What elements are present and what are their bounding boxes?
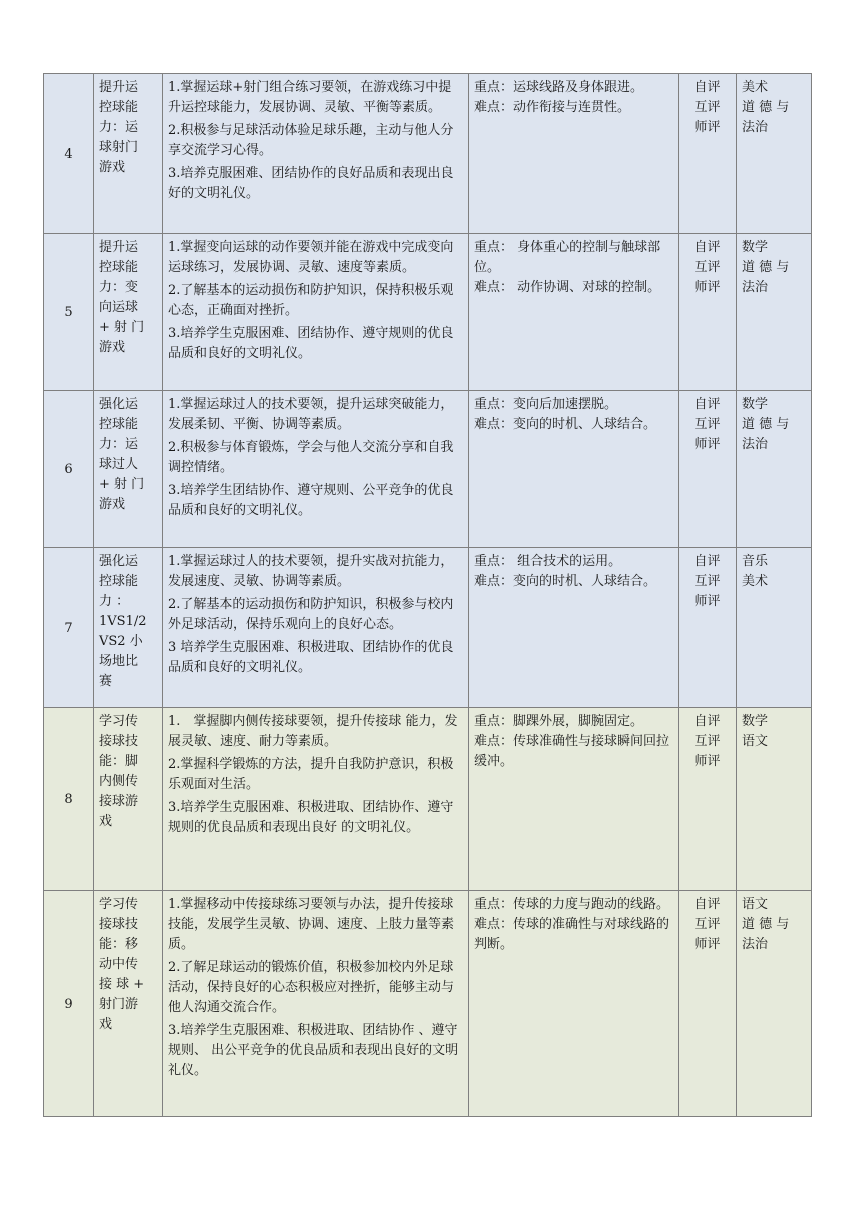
lesson-goals-line: 2.掌握科学锻炼的方法，提升自我防护意识，积极乐观面对生活。 xyxy=(168,757,454,792)
evaluation-method-line: 师评 xyxy=(694,280,721,295)
lesson-topic-line: 接 球 + xyxy=(99,977,145,992)
lesson-focus-line: 难点：变向的时机、人球结合。 xyxy=(474,417,657,432)
evaluation-method xyxy=(679,234,737,391)
lesson-focus-line: 难点：传球的准确性与对球线路的判断。 xyxy=(474,917,670,952)
evaluation-method-line: 自评 xyxy=(694,80,721,95)
lesson-topic xyxy=(94,891,163,1117)
related-subjects-line: 道 德 与 xyxy=(742,260,790,275)
lesson-topic-line: 球过人 xyxy=(99,457,139,472)
lesson-topic-line: 游戏 xyxy=(99,340,126,355)
lesson-topic-line: 力：运 xyxy=(99,120,139,135)
table-row xyxy=(44,708,812,891)
evaluation-method-line: 自评 xyxy=(694,897,721,912)
lesson-goals-line: 2.积极参与体育锻炼，学会与他人交流分享和自我调控情绪。 xyxy=(168,440,454,475)
evaluation-method xyxy=(679,708,737,891)
lesson-goals-line: 1.掌握运球过人的技术要领，提升实战对抗能力，发展速度、灵敏、协调等素质。 xyxy=(168,554,454,589)
lesson-focus-line: 难点：传球准确性与接球瞬间回拉缓冲。 xyxy=(474,734,670,769)
lesson-topic-line: 接球技 xyxy=(99,917,139,932)
lesson-topic-line: 学习传 xyxy=(99,897,139,912)
related-subjects xyxy=(737,391,812,548)
related-subjects-line: 法治 xyxy=(742,437,769,452)
lesson-number: 8 xyxy=(44,708,94,891)
lesson-topic xyxy=(94,391,163,548)
lesson-focus xyxy=(469,74,679,234)
evaluation-method xyxy=(679,391,737,548)
lesson-topic-line: 接球游 xyxy=(99,794,139,809)
lesson-topic-line: 场地比 xyxy=(99,654,139,669)
lesson-goals-line: 2.积极参与足球活动体验足球乐趣，主动与他人分享交流学习心得。 xyxy=(168,123,454,158)
lesson-number: 7 xyxy=(44,548,94,708)
lesson-topic-line: 内侧传 xyxy=(99,774,139,789)
lesson-goals xyxy=(163,708,469,891)
lesson-number: 6 xyxy=(44,391,94,548)
lesson-topic xyxy=(94,708,163,891)
lesson-number: 4 xyxy=(44,74,94,234)
lesson-goals-line: 1.掌握运球过人的技术要领，提升运球突破能力，发展柔韧、平衡、协调等素质。 xyxy=(168,397,454,432)
lesson-topic-line: 1VS1/2 xyxy=(99,614,147,629)
table-row xyxy=(44,234,812,391)
related-subjects-line: 道 德 与 xyxy=(742,100,790,115)
table-row xyxy=(44,74,812,234)
lesson-topic-line: 向运球 xyxy=(99,300,139,315)
evaluation-method-line: 互评 xyxy=(694,734,721,749)
lesson-focus xyxy=(469,891,679,1117)
lesson-topic-line: + 射 门 xyxy=(99,320,145,335)
evaluation-method xyxy=(679,74,737,234)
related-subjects-line: 音乐 xyxy=(742,554,769,569)
related-subjects-line: 道 德 与 xyxy=(742,417,790,432)
lesson-goals-line: 3.培养学生克服困难、积极进取、团结协作、遵守规则的优良品质和表现出良好 的文明礼仪。 xyxy=(168,800,454,835)
lesson-focus xyxy=(469,234,679,391)
evaluation-method-line: 自评 xyxy=(694,714,721,729)
lesson-topic-line: 控球能 xyxy=(99,574,139,589)
related-subjects-line: 数学 xyxy=(742,240,769,255)
lesson-goals xyxy=(163,391,469,548)
lesson-topic-line: 戏 xyxy=(99,814,113,829)
lesson-goals-line: 1.掌握变向运球的动作要领并能在游戏中完成变向运球练习，发展协调、灵敏、速度等素质。 xyxy=(168,240,454,275)
evaluation-method-line: 师评 xyxy=(694,594,721,609)
lesson-goals-line: 1.掌握移动中传接球练习要领与办法，提升传接球技能，发展学生灵敏、协调、速度、上肢力量等素质。 xyxy=(168,897,455,952)
lesson-topic xyxy=(94,74,163,234)
lesson-topic-line: 力 ： xyxy=(99,594,130,609)
lesson-focus-line: 难点： 动作协调、对球的控制。 xyxy=(474,280,661,295)
evaluation-method-line: 自评 xyxy=(694,397,721,412)
lesson-topic-line: 戏 xyxy=(99,1017,113,1032)
related-subjects-line: 法治 xyxy=(742,280,769,295)
lesson-goals xyxy=(163,548,469,708)
table-row xyxy=(44,391,812,548)
evaluation-method xyxy=(679,548,737,708)
related-subjects-line: 美术 xyxy=(742,80,769,95)
lesson-topic-line: 强化运 xyxy=(99,397,139,412)
related-subjects-line: 语文 xyxy=(742,734,769,749)
lesson-topic-line: 力：变 xyxy=(99,280,139,295)
evaluation-method-line: 互评 xyxy=(694,260,721,275)
lesson-topic-line: 游戏 xyxy=(99,497,126,512)
lesson-topic-line: VS2 小 xyxy=(99,634,143,649)
lesson-topic-line: 控球能 xyxy=(99,417,139,432)
evaluation-method-line: 师评 xyxy=(694,754,721,769)
evaluation-method-line: 师评 xyxy=(694,937,721,952)
lesson-plan-table xyxy=(43,73,812,1117)
lesson-goals-line: 1. 掌握脚内侧传接球要领，提升传接球 能力，发展灵敏、速度、耐力等素质。 xyxy=(168,714,458,749)
lesson-focus-line: 重点：变向后加速摆脱。 xyxy=(474,397,618,412)
lesson-goals-line: 2.了解足球运动的锻炼价值，积极参加校内外足球活动，保持良好的心态积极应对挫折，能够主动与他人沟通交流合作。 xyxy=(168,960,455,1015)
lesson-number: 9 xyxy=(44,891,94,1117)
lesson-focus-line: 重点：运球线路及身体跟进。 xyxy=(474,80,644,95)
lesson-focus-line: 重点：传球的力度与跑动的线路。 xyxy=(474,897,670,912)
related-subjects-line: 数学 xyxy=(742,714,769,729)
related-subjects-line: 语文 xyxy=(742,897,769,912)
evaluation-method-line: 互评 xyxy=(694,574,721,589)
lesson-goals-line: 3.培养学生克服困难、团结协作、遵守规则的优良品质和良好的文明礼仪。 xyxy=(168,326,454,361)
lesson-topic-line: 能：移 xyxy=(99,937,139,952)
evaluation-method-line: 师评 xyxy=(694,120,721,135)
lesson-topic-line: 赛 xyxy=(99,674,113,689)
lesson-focus-line: 重点： 组合技术的运用。 xyxy=(474,554,622,569)
lesson-topic-line: 能：脚 xyxy=(99,754,139,769)
related-subjects xyxy=(737,234,812,391)
lesson-topic-line: 控球能 xyxy=(99,260,139,275)
evaluation-method-line: 自评 xyxy=(694,554,721,569)
related-subjects-line: 道 德 与 xyxy=(742,917,790,932)
lesson-topic xyxy=(94,548,163,708)
lesson-topic-line: 提升运 xyxy=(99,240,139,255)
lesson-topic-line: 力：运 xyxy=(99,437,139,452)
lesson-focus-line: 重点：脚踝外展，脚腕固定。 xyxy=(474,714,644,729)
lesson-goals-line: 3 培养学生克服困难、积极进取、团结协作的优良品质和良好的文明礼仪。 xyxy=(168,640,454,675)
lesson-goals-line: 3.培养学生克服困难、积极进取、团结协作 、遵守规则、 出公平竞争的优良品质和表现出良好的文明礼仪。 xyxy=(168,1023,459,1078)
related-subjects xyxy=(737,891,812,1117)
evaluation-method-line: 互评 xyxy=(694,917,721,932)
lesson-focus-line: 难点：变向的时机、人球结合。 xyxy=(474,574,657,589)
lesson-topic-line: 游戏 xyxy=(99,160,126,175)
lesson-topic-line: + 射 门 xyxy=(99,477,145,492)
lesson-goals-line: 1.掌握运球+射门组合练习要领，在游戏练习中提升运控球能力，发展协调、灵敏、平衡等素质。 xyxy=(168,80,452,115)
lesson-topic-line: 控球能 xyxy=(99,100,139,115)
lesson-topic-line: 提升运 xyxy=(99,80,139,95)
lesson-topic-line: 接球技 xyxy=(99,734,139,749)
lesson-focus xyxy=(469,548,679,708)
evaluation-method-line: 师评 xyxy=(694,437,721,452)
lesson-focus xyxy=(469,708,679,891)
related-subjects-line: 法治 xyxy=(742,120,769,135)
evaluation-method-line: 自评 xyxy=(694,240,721,255)
related-subjects xyxy=(737,548,812,708)
lesson-focus-line: 难点：动作衔接与连贯性。 xyxy=(474,100,631,115)
lesson-topic-line: 球射门 xyxy=(99,140,139,155)
lesson-goals-line: 2.了解基本的运动损伤和防护知识，保持积极乐观心态，正确面对挫折。 xyxy=(168,283,454,318)
lesson-goals-line: 3.培养克服困难、团结协作的良好品质和表现出良好的文明礼仪。 xyxy=(168,166,454,201)
lesson-goals xyxy=(163,234,469,391)
evaluation-method-line: 互评 xyxy=(694,100,721,115)
lesson-goals-line: 3.培养学生团结协作、遵守规则、公平竞争的优良品质和良好的文明礼仪。 xyxy=(168,483,454,518)
evaluation-method-line: 互评 xyxy=(694,417,721,432)
lesson-goals-line: 2.了解基本的运动损伤和防护知识，积极参与校内外足球活动，保持乐观向上的良好心态。 xyxy=(168,597,454,632)
lesson-topic-line: 强化运 xyxy=(99,554,139,569)
lesson-topic xyxy=(94,234,163,391)
lesson-topic-line: 动中传 xyxy=(99,957,139,972)
related-subjects-line: 美术 xyxy=(742,574,769,589)
related-subjects xyxy=(737,708,812,891)
lesson-goals xyxy=(163,891,469,1117)
lesson-goals xyxy=(163,74,469,234)
lesson-focus-line: 重点： 身体重心的控制与触球部位。 xyxy=(474,240,661,275)
lesson-topic-line: 射门游 xyxy=(99,997,139,1012)
related-subjects-line: 法治 xyxy=(742,937,769,952)
related-subjects xyxy=(737,74,812,234)
lesson-number: 5 xyxy=(44,234,94,391)
lesson-focus xyxy=(469,391,679,548)
table-body xyxy=(44,74,812,1117)
related-subjects-line: 数学 xyxy=(742,397,769,412)
table-row xyxy=(44,548,812,708)
evaluation-method xyxy=(679,891,737,1117)
lesson-topic-line: 学习传 xyxy=(99,714,139,729)
table-row xyxy=(44,891,812,1117)
